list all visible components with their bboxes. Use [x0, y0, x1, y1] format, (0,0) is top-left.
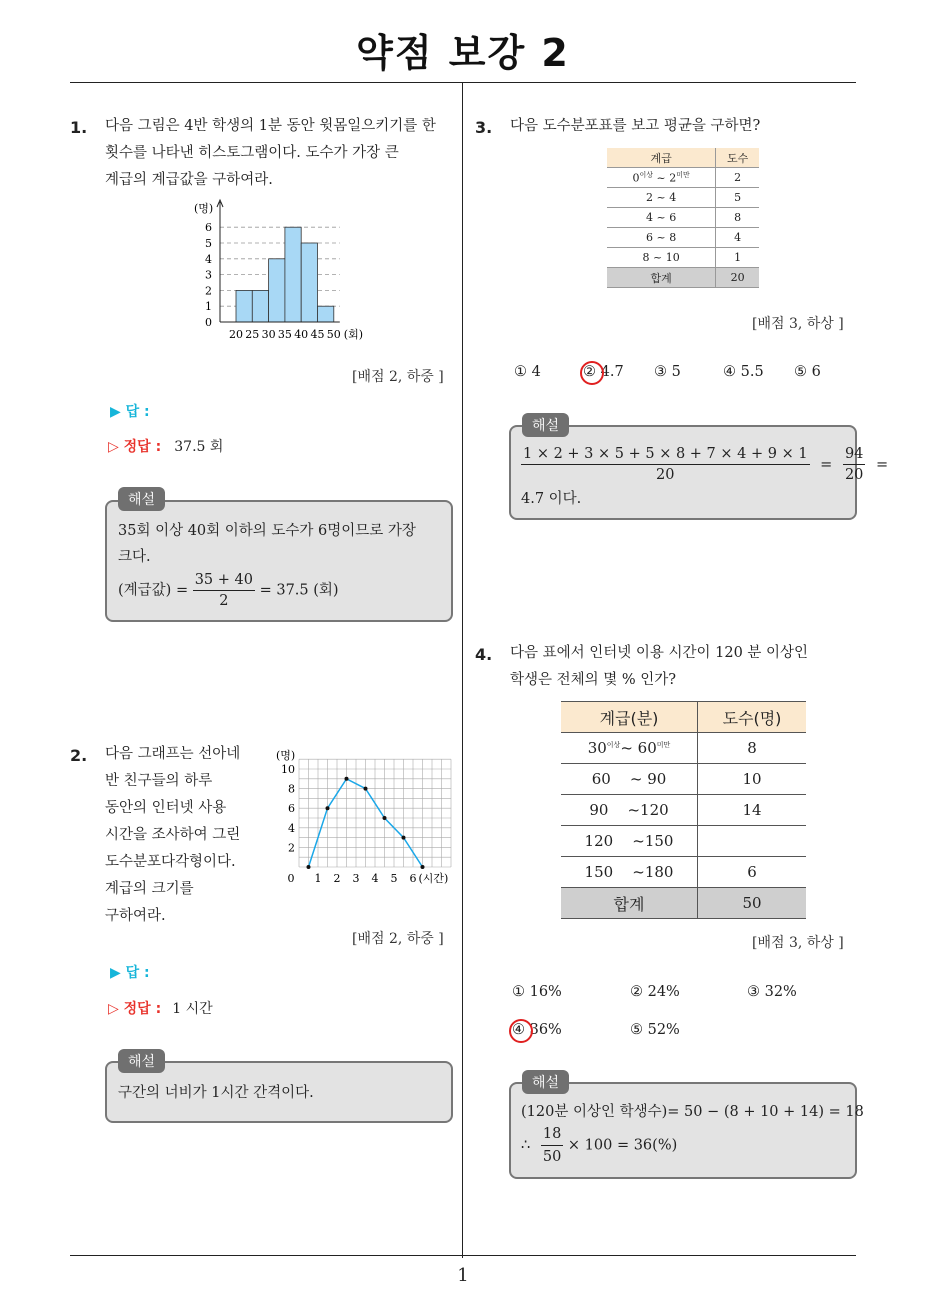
- q4-explain-formula: [521, 1123, 851, 1168]
- q3-choice-5[interactable]: ⑤ 6: [794, 364, 821, 380]
- q4-class-end: ~ 60: [620, 739, 657, 757]
- q4-choice-2[interactable]: ② 24%: [630, 984, 680, 1000]
- q4-formula-rhs: × 100 = 36(%): [567, 1137, 678, 1154]
- q4-class-start: 90: [589, 801, 609, 819]
- q1-text: [105, 113, 457, 194]
- q4-meta: [배점 3, 하상 ]: [752, 935, 844, 951]
- q3-meta: [배점 3, 하상 ]: [752, 316, 844, 332]
- page-title: 약점 보강 2: [356, 31, 570, 75]
- q4-fraction: [541, 1123, 563, 1168]
- q2-explanation-text: 구간의 너비가 1시간 간격이다.: [118, 1085, 314, 1101]
- y-axis-label: (명): [276, 749, 296, 762]
- q3-frac2-den: 20: [844, 467, 864, 483]
- q3-class-end-note: 미만: [676, 171, 690, 180]
- q3-frequency: 1: [716, 248, 759, 268]
- q4-class-end: ~120: [627, 801, 669, 819]
- bottom-rule: [70, 1255, 856, 1256]
- y-tick-label: 4: [205, 252, 212, 266]
- q4-frequency: 14: [698, 795, 807, 826]
- table-row: [607, 188, 759, 208]
- q3-explanation-text: [521, 444, 889, 509]
- y-tick-label: 4: [288, 821, 295, 835]
- q3-frac2-num: 94: [843, 444, 865, 465]
- table-row-total: [561, 888, 806, 919]
- q3-fraction-result: [843, 444, 865, 485]
- y-tick-label: 1: [205, 300, 212, 314]
- q2-text-line: 동안의 인터넷 사용: [105, 800, 227, 816]
- q4-frac-num: 18: [541, 1123, 563, 1146]
- x-tick-label: 6: [409, 872, 417, 885]
- x-tick-label: 2: [333, 872, 341, 885]
- q3-text: 다음 도수분포표를 보고 평균을 구하면?: [510, 118, 761, 134]
- q3-class-start: 0: [632, 171, 640, 185]
- x-tick-label: 1: [314, 872, 322, 885]
- data-point: [383, 816, 387, 820]
- histogram-bar: [318, 306, 334, 322]
- q1-correct-label: ▷ 정답 :: [108, 439, 162, 455]
- q3-class-end: ~ 4: [656, 191, 677, 204]
- q4-frequency: 8: [698, 733, 807, 764]
- q2-text-line: 반 친구들의 하루: [105, 773, 213, 789]
- x-tick-label: 30: [261, 328, 276, 341]
- q1-histogram: [190, 196, 380, 346]
- histogram-bar: [236, 290, 252, 322]
- q1-formula-lhs: (계급값) =: [118, 582, 189, 599]
- data-point: [402, 836, 406, 840]
- q4-explain-line: (120분 이상인 학생수)= 50 − (8 + 10 + 14) = 18: [521, 1104, 864, 1120]
- q4-total-value: 50: [698, 888, 807, 919]
- q2-text: [105, 741, 265, 930]
- data-point: [364, 787, 368, 791]
- q4-total-label: 합계: [561, 888, 698, 919]
- q4-class-end: ~150: [632, 832, 674, 850]
- q1-explain-line: 35회 이상 40회 이하의 도수가 6명이므로 가장: [118, 523, 416, 539]
- q3-equals-2: =: [876, 456, 889, 473]
- q1-meta: [배점 2, 하중 ]: [352, 369, 444, 385]
- data-point: [307, 865, 311, 869]
- q4-number: 4.: [475, 645, 493, 664]
- x-tick-label: 45: [310, 328, 325, 341]
- q1-correct-value: 37.5 회: [174, 439, 224, 455]
- y-tick-label: 2: [288, 841, 295, 855]
- q4-table-header: 도수(명): [698, 702, 807, 733]
- q4-class-start: 150: [584, 863, 614, 881]
- q3-class-start-note: 이상: [639, 171, 654, 180]
- histogram-bar: [252, 290, 268, 322]
- x-tick-label: 35: [277, 328, 292, 341]
- q3-choice-1[interactable]: ① 4: [514, 364, 541, 380]
- q1-frac-num: 35 + 40: [193, 570, 255, 591]
- table-row: [607, 168, 759, 188]
- y-tick-label: 3: [205, 268, 212, 282]
- y-tick-label: 5: [205, 237, 212, 250]
- q1-answer-label: ▶ 답 :: [110, 404, 150, 420]
- q3-total-value: 20: [716, 268, 759, 288]
- q1-text-line: 횟수를 나타낸 히스토그램이다. 도수가 가장 큰: [105, 145, 399, 161]
- table-row: [561, 826, 806, 857]
- q4-frequency: 10: [698, 764, 807, 795]
- q3-frequency: 2: [716, 168, 759, 188]
- q2-frequency-polygon: [272, 745, 460, 890]
- table-row: [561, 857, 806, 888]
- q3-table-header: 도수: [716, 148, 759, 168]
- q4-class-end-note: 미만: [656, 741, 671, 749]
- table-row: [607, 208, 759, 228]
- q1-explain-formula: [118, 570, 446, 611]
- q3-class-start: 6: [646, 231, 654, 244]
- data-point: [326, 806, 330, 810]
- q4-frac-den: 50: [542, 1149, 562, 1165]
- q3-frac-den: 20: [656, 467, 675, 483]
- q3-fraction-main: [521, 444, 810, 485]
- q3-choice-4[interactable]: ④ 5.5: [723, 364, 764, 380]
- q1-correct-answer: [108, 436, 223, 456]
- q3-class-start: 4: [646, 211, 654, 224]
- q4-text-line: 학생은 전체의 몇 % 인가?: [510, 672, 677, 688]
- q3-frequency-table: [607, 148, 759, 288]
- q1-frac-den: 2: [219, 593, 229, 609]
- x-tick-label: 5: [390, 872, 398, 885]
- q4-frequency-table: [561, 701, 806, 919]
- q4-class-start-note: 이상: [606, 741, 621, 749]
- q2-correct-answer: [108, 998, 213, 1018]
- q1-formula-fraction: [193, 570, 255, 611]
- y-tick-label: 6: [205, 221, 212, 235]
- q2-correct-label: ▷ 정답 :: [108, 1001, 162, 1017]
- q4-selected-circle: [509, 1019, 533, 1043]
- q2-explanation-tag: 해설: [118, 1049, 165, 1073]
- q3-class-start: 8: [642, 251, 650, 264]
- x-tick-label: 50: [326, 328, 341, 341]
- table-row: [561, 795, 806, 826]
- table-row: [561, 764, 806, 795]
- q4-choice-3[interactable]: ③ 32%: [747, 984, 797, 1000]
- q3-frequency: 5: [716, 188, 759, 208]
- q4-class-start: 60: [591, 770, 611, 788]
- y-tick-label: 8: [288, 782, 295, 796]
- q4-text: [510, 640, 850, 694]
- q4-explanation-text: [521, 1101, 864, 1168]
- q2-text-line: 시간을 조사하여 그린: [105, 827, 241, 843]
- q1-explain-line: 크다.: [118, 549, 151, 565]
- x-tick-label: 25: [245, 328, 260, 341]
- q3-selected-circle: [580, 361, 604, 385]
- q4-class-start: 120: [584, 832, 614, 850]
- table-row-total: [607, 268, 759, 288]
- q3-explain-formula: [521, 444, 889, 485]
- q1-explanation-tag: 해설: [118, 487, 165, 511]
- q3-equals: =: [820, 456, 833, 473]
- q3-class-end: ~ 6: [656, 211, 677, 224]
- q1-text-line: 계급의 계급값을 구하여라.: [105, 172, 273, 188]
- q3-explanation-tag: 해설: [522, 413, 569, 437]
- q2-text-line: 구하여라.: [105, 908, 166, 924]
- q2-text-line: 도수분포다각형이다.: [105, 854, 236, 870]
- q4-explanation-tag: 해설: [522, 1070, 569, 1094]
- y-tick-label: 10: [281, 763, 295, 776]
- q4-class-start: 30: [587, 739, 607, 757]
- x-tick-label: 40: [294, 328, 309, 341]
- q2-correct-value: 1 시간: [172, 1001, 213, 1017]
- page-number: 1: [457, 1265, 469, 1286]
- x-tick-label: 3: [352, 872, 360, 885]
- q3-class-start: 2: [646, 191, 654, 204]
- q3-table-header: 계급: [607, 148, 716, 168]
- q4-therefore: ∴: [521, 1137, 531, 1154]
- q3-frequency: 8: [716, 208, 759, 228]
- column-divider: [462, 83, 463, 1258]
- table-row: [607, 248, 759, 268]
- q4-choice-1[interactable]: ① 16%: [512, 984, 562, 1000]
- q4-class-end: ~ 90: [629, 770, 667, 788]
- table-row: [607, 228, 759, 248]
- table-row: [561, 733, 806, 764]
- q4-frequency: 6: [698, 857, 807, 888]
- y-tick-label: 0: [205, 316, 212, 329]
- q3-frac-num: 1 × 2 + 3 × 5 + 5 × 8 + 7 × 4 + 9 × 1: [521, 444, 810, 465]
- x-tick-label: 0: [287, 872, 295, 885]
- q2-number: 2.: [70, 746, 88, 765]
- histogram-bar: [269, 259, 285, 322]
- x-axis-label: (회): [343, 328, 364, 341]
- histogram-bar: [301, 243, 317, 322]
- y-axis-label: (명): [194, 202, 214, 215]
- x-tick-label: 4: [371, 872, 379, 885]
- q3-number: 3.: [475, 118, 493, 137]
- histogram-bar: [285, 227, 301, 322]
- q2-answer-label: ▶ 답 :: [110, 965, 150, 981]
- top-rule: [70, 82, 856, 83]
- q1-text-line: 다음 그림은 4반 학생의 1분 동안 윗몸일으키기를 한: [105, 118, 436, 134]
- q1-formula-rhs: = 37.5 (회): [259, 582, 339, 599]
- data-point: [345, 777, 349, 781]
- q4-choice-4[interactable]: ④ 36%: [512, 1022, 562, 1038]
- y-tick-label: 2: [205, 284, 212, 298]
- q2-meta: [배점 2, 하중 ]: [352, 931, 444, 947]
- q3-class-end: ~ 10: [653, 251, 680, 264]
- x-axis-label: (시간): [418, 872, 449, 885]
- q4-class-end: ~180: [632, 863, 674, 881]
- q4-frequency: [698, 826, 807, 857]
- q4-choice-5[interactable]: ⑤ 52%: [630, 1022, 680, 1038]
- q4-text-line: 다음 표에서 인터넷 이용 시간이 120 분 이상인: [510, 645, 809, 661]
- q2-text-line: 계급의 크기를: [105, 881, 194, 897]
- y-tick-label: 6: [288, 802, 295, 816]
- q1-number: 1.: [70, 118, 88, 137]
- q1-explanation-text: [118, 518, 446, 611]
- q3-class-end: ~ 2: [656, 171, 677, 185]
- data-point: [421, 865, 425, 869]
- x-tick-label: 20: [229, 328, 243, 341]
- q2-text-line: 다음 그래프는 선아네: [105, 746, 241, 762]
- q3-choice-3[interactable]: ③ 5: [654, 364, 681, 380]
- q3-explain-line: 4.7 이다.: [521, 491, 582, 507]
- q3-choice-2[interactable]: ② 4.7: [583, 364, 624, 380]
- q3-class-end: ~ 8: [656, 231, 677, 244]
- q3-total-label: 합계: [607, 268, 716, 288]
- q4-table-header: 계급(분): [561, 702, 698, 733]
- q3-frequency: 4: [716, 228, 759, 248]
